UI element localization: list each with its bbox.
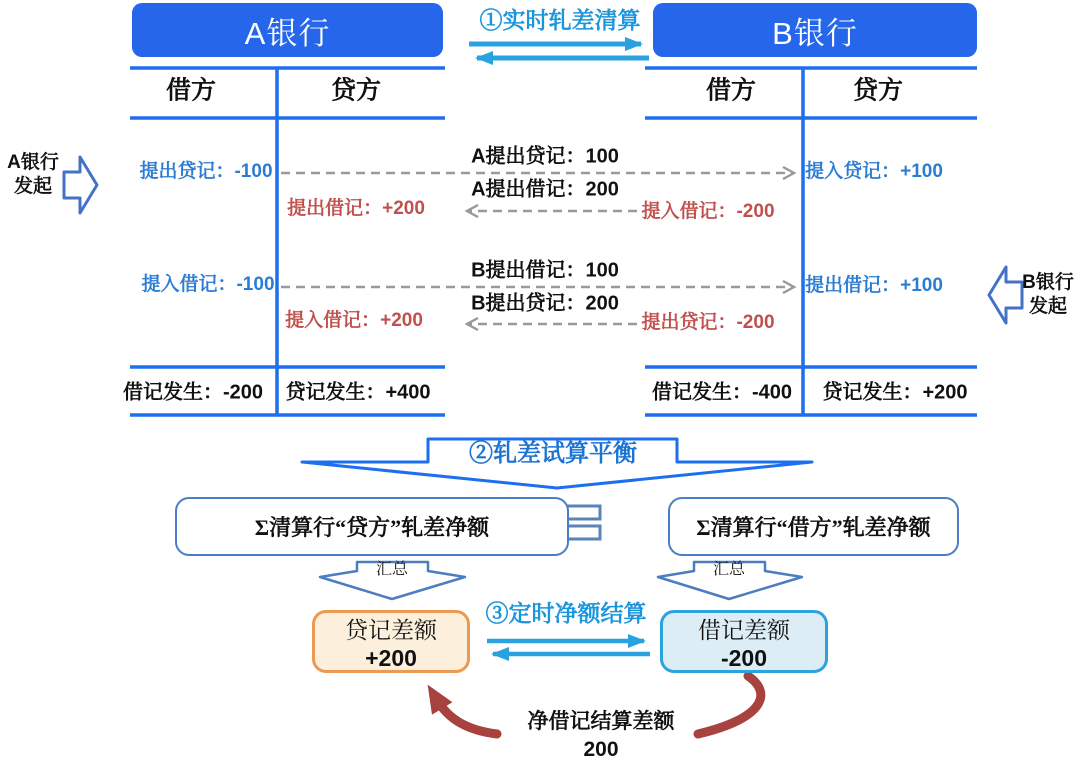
bank-a-debit-header: 借方 bbox=[165, 76, 217, 105]
message-group1-back: A提出借记：200 bbox=[471, 178, 619, 201]
message-group2-out: B提出借记：100 bbox=[471, 259, 619, 282]
bank-b-initiator-line2: 发起 bbox=[1028, 296, 1068, 318]
settlement-swap-arrows-icon bbox=[487, 641, 650, 654]
credit-balance-box bbox=[312, 610, 470, 673]
bank-a-credit-header: 贷方 bbox=[330, 76, 382, 105]
message-group1-out: A提出贷记：100 bbox=[471, 145, 619, 168]
bank-b-row1-debit-entry: 提入借记：-200 bbox=[641, 201, 775, 223]
bank-a-row2-credit-entry: 提入借记：+200 bbox=[285, 310, 423, 332]
debit-balance-label: 借记差额 bbox=[698, 617, 790, 643]
bank-b-header bbox=[653, 3, 977, 57]
summary-arrow-left-label: 汇总 bbox=[375, 560, 409, 578]
message-group2-back: B提出贷记：200 bbox=[471, 292, 619, 315]
bank-a-row1-credit-entry: 提出借记：+200 bbox=[287, 198, 425, 220]
bank-b-initiator-line1: B银行 bbox=[1022, 272, 1074, 294]
bank-b-debit-total: 借记发生：-400 bbox=[651, 381, 793, 404]
credit-balance-amount: +200 bbox=[365, 644, 417, 671]
summary-arrow-right-label: 汇总 bbox=[712, 560, 746, 578]
bank-a-initiator-line2: 发起 bbox=[13, 176, 53, 198]
net-settlement-amount: 200 bbox=[583, 737, 619, 761]
credit-balance-label: 贷记差额 bbox=[345, 617, 437, 643]
step1-label: ①实时轧差清算 bbox=[479, 6, 641, 33]
step2-label: ②轧差试算平衡 bbox=[469, 440, 637, 468]
debit-balance-amount: -200 bbox=[720, 644, 768, 671]
credit-net-sum-label: Σ清算行“贷方”轧差净额 bbox=[254, 515, 490, 540]
bank-b-credit-total: 贷记发生：+200 bbox=[822, 381, 968, 404]
bank-a-row2-debit-entry: 提入借记：-100 bbox=[141, 274, 275, 296]
bank-a-credit-total: 贷记发生：+400 bbox=[285, 381, 431, 404]
bank-b-row2-debit-entry: 提出贷记：-200 bbox=[641, 312, 775, 334]
t-account-b-lines bbox=[645, 68, 977, 415]
bank-a-header bbox=[132, 3, 443, 57]
credit-net-sum-box bbox=[175, 497, 569, 556]
bank-b-initiate-arrow-icon bbox=[989, 267, 1022, 323]
bank-a-title: A银行 bbox=[244, 15, 331, 51]
bank-b-title: B银行 bbox=[772, 15, 858, 51]
debit-balance-box bbox=[660, 610, 828, 673]
bank-a-row1-debit-entry: 提出贷记：-100 bbox=[139, 161, 273, 183]
debit-net-sum-box bbox=[668, 497, 959, 556]
bank-a-debit-total: 借记发生：-200 bbox=[122, 381, 264, 404]
bank-b-debit-header: 借方 bbox=[705, 76, 757, 105]
bank-a-initiate-arrow-icon bbox=[64, 157, 97, 213]
bank-b-row1-credit-entry: 提入贷记：+100 bbox=[805, 161, 943, 183]
bank-b-row2-credit-entry: 提出借记：+100 bbox=[805, 275, 943, 297]
step3-label: ③定时净额结算 bbox=[485, 599, 647, 626]
t-account-a-lines bbox=[130, 68, 445, 415]
realtime-swap-arrows-icon bbox=[469, 44, 649, 58]
debit-net-sum-label: Σ清算行“借方”轧差净额 bbox=[696, 515, 931, 540]
net-settlement-label: 净借记结算差额 bbox=[527, 709, 675, 733]
bank-a-initiator-line1: A银行 bbox=[7, 152, 59, 174]
bank-b-credit-header: 贷方 bbox=[852, 76, 904, 105]
